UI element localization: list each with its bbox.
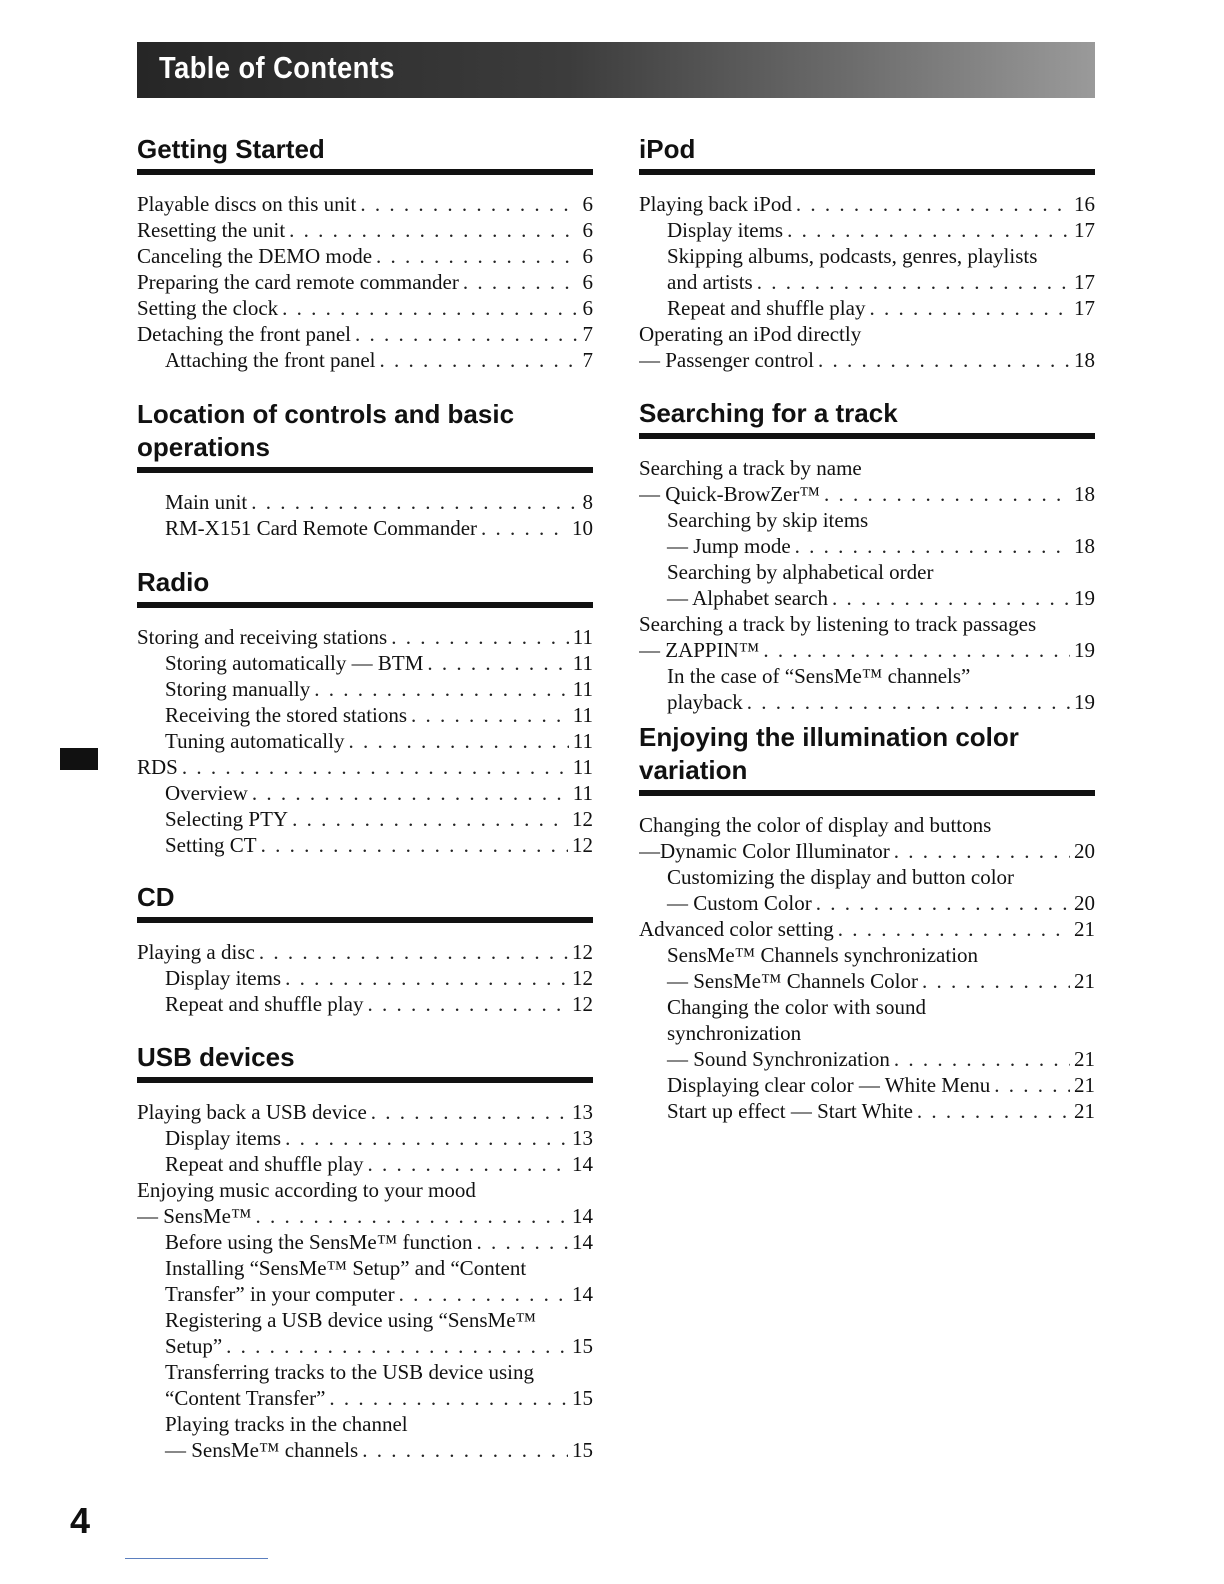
dot-leader bbox=[869, 295, 1070, 321]
entry-text: Setting CT bbox=[165, 833, 257, 857]
entry-text: — Alphabet search bbox=[667, 586, 828, 610]
entry-text: — SensMe™ Channels Color bbox=[667, 969, 918, 993]
entry-text: Display items bbox=[165, 966, 282, 990]
dot-leader bbox=[894, 1046, 1070, 1072]
toc-entry[interactable] bbox=[137, 321, 593, 347]
entry-text: — SensMe™ bbox=[137, 1204, 252, 1228]
entry-text: Searching by alphabetical order bbox=[667, 560, 934, 584]
toc-entry[interactable] bbox=[639, 269, 1095, 295]
entry-page: 6 bbox=[582, 244, 593, 268]
dot-leader bbox=[292, 806, 568, 832]
dot-leader bbox=[380, 347, 579, 373]
entry-text: Storing manually bbox=[165, 677, 311, 701]
toc-entry[interactable] bbox=[639, 864, 1095, 890]
toc-entry[interactable] bbox=[639, 611, 1095, 637]
entry-text: Repeat and shuffle play bbox=[667, 296, 866, 320]
entry-list bbox=[639, 191, 1095, 373]
dot-leader bbox=[371, 1099, 568, 1125]
entry-page: 15 bbox=[572, 1386, 593, 1410]
toc-entry[interactable] bbox=[639, 994, 1095, 1020]
entry-page: 21 bbox=[1074, 917, 1095, 941]
dot-leader bbox=[477, 1229, 568, 1255]
toc-entry[interactable] bbox=[639, 481, 1095, 507]
toc-entry[interactable] bbox=[137, 191, 593, 217]
toc-entry[interactable] bbox=[137, 965, 593, 991]
entry-page: 21 bbox=[1074, 1099, 1095, 1123]
entry-text: — Passenger control bbox=[639, 348, 814, 372]
entry-text: Customizing the display and button color bbox=[667, 865, 1015, 889]
dot-leader bbox=[355, 321, 579, 347]
entry-text: —Dynamic Color Illuminator bbox=[639, 839, 890, 863]
section-title-line: Location of controls and basic bbox=[137, 399, 515, 429]
toc-entry[interactable] bbox=[137, 269, 593, 295]
entry-text: SensMe™ Channels synchronization bbox=[667, 943, 979, 967]
toc-entry[interactable] bbox=[137, 1177, 593, 1203]
entry-text: — Custom Color bbox=[667, 891, 812, 915]
toc-entry[interactable] bbox=[137, 1333, 593, 1359]
entry-page: 6 bbox=[582, 192, 593, 216]
entry-text: — Sound Synchronization bbox=[667, 1047, 890, 1071]
toc-entry[interactable] bbox=[137, 1411, 593, 1437]
entry-page: 10 bbox=[572, 516, 593, 540]
footer-rule bbox=[125, 1558, 268, 1559]
entry-text: — ZAPPIN™ bbox=[639, 638, 760, 662]
entry-text: Searching by skip items bbox=[667, 508, 869, 532]
dot-leader bbox=[787, 217, 1070, 243]
dot-leader bbox=[367, 991, 568, 1017]
dot-leader bbox=[360, 191, 578, 217]
entry-text: Playable discs on this unit bbox=[137, 192, 357, 216]
toc-entry[interactable] bbox=[137, 1151, 593, 1177]
entry-text: Canceling the DEMO mode bbox=[137, 244, 373, 268]
dot-leader bbox=[251, 489, 578, 515]
toc-entry[interactable] bbox=[639, 812, 1095, 838]
entry-text: Setup” bbox=[165, 1334, 223, 1358]
dot-leader bbox=[427, 650, 568, 676]
entry-page: 15 bbox=[572, 1438, 593, 1462]
entry-text: Displaying clear color — White Menu bbox=[667, 1073, 991, 1097]
entry-list bbox=[639, 812, 1095, 1124]
section-rule bbox=[137, 467, 593, 473]
dot-leader bbox=[824, 481, 1070, 507]
entry-page: 13 bbox=[572, 1100, 593, 1124]
dot-leader bbox=[917, 1098, 1070, 1124]
dot-leader bbox=[747, 689, 1070, 715]
entry-page: 19 bbox=[1074, 690, 1095, 714]
section-title-line: Enjoying the illumination color bbox=[639, 722, 1019, 752]
toc-entry[interactable] bbox=[639, 942, 1095, 968]
toc-entry[interactable] bbox=[137, 1385, 593, 1411]
entry-text: Searching a track by name bbox=[639, 456, 862, 480]
toc-banner bbox=[137, 42, 1095, 98]
section-title: Searching for a track bbox=[639, 398, 898, 428]
entry-page: 20 bbox=[1074, 891, 1095, 915]
toc-entry[interactable] bbox=[639, 295, 1095, 321]
entry-text: and artists bbox=[667, 270, 753, 294]
entry-page: 11 bbox=[572, 625, 593, 649]
toc-entry[interactable] bbox=[639, 1046, 1095, 1072]
entry-text: Display items bbox=[667, 218, 784, 242]
dot-leader bbox=[348, 728, 568, 754]
entry-text: RM-X151 Card Remote Commander bbox=[165, 516, 478, 540]
entry-text: RDS bbox=[137, 755, 178, 779]
toc-entry[interactable] bbox=[137, 295, 593, 321]
section-title: Radio bbox=[137, 567, 210, 597]
entry-text: Storing automatically — BTM bbox=[165, 651, 424, 675]
entry-text: Changing the color with sound bbox=[667, 995, 926, 1019]
dot-leader bbox=[259, 939, 568, 965]
chapter-tab-marker bbox=[60, 748, 98, 770]
toc-entry[interactable] bbox=[137, 1307, 593, 1333]
dot-leader bbox=[362, 1437, 568, 1463]
entry-text: Transferring tracks to the USB device using bbox=[165, 1360, 534, 1384]
toc-entry[interactable] bbox=[639, 689, 1095, 715]
entry-text: — SensMe™ channels bbox=[165, 1438, 359, 1462]
toc-entry[interactable] bbox=[639, 838, 1095, 864]
section-usb-devices bbox=[137, 1041, 593, 1463]
dot-leader bbox=[256, 1203, 569, 1229]
entry-text: Installing “SensMe™ Setup” and “Content bbox=[165, 1256, 527, 1280]
toc-entry[interactable] bbox=[639, 1020, 1095, 1046]
entry-list bbox=[137, 489, 593, 541]
entry-text: playback bbox=[667, 690, 743, 714]
section-title-line: operations bbox=[137, 432, 270, 462]
toc-entry[interactable] bbox=[137, 243, 593, 269]
dot-leader bbox=[252, 780, 569, 806]
entry-text: — Quick-BrowZer™ bbox=[639, 482, 820, 506]
entry-page: 14 bbox=[572, 1282, 593, 1306]
toc-entry[interactable] bbox=[137, 1203, 593, 1229]
dot-leader bbox=[329, 1385, 568, 1411]
entry-text: Transfer” in your computer bbox=[165, 1282, 395, 1306]
entry-page: 7 bbox=[582, 348, 593, 372]
entry-page: 19 bbox=[1074, 586, 1095, 610]
toc-entry[interactable] bbox=[639, 585, 1095, 611]
entry-list bbox=[137, 191, 593, 373]
toc-entry[interactable] bbox=[137, 806, 593, 832]
section-location-of-controls bbox=[137, 398, 593, 541]
entry-page: 11 bbox=[572, 755, 593, 779]
entry-page: 11 bbox=[572, 781, 593, 805]
entry-list bbox=[137, 624, 593, 858]
section-rule bbox=[137, 169, 593, 175]
toc-entry[interactable] bbox=[137, 676, 593, 702]
toc-entry[interactable] bbox=[639, 321, 1095, 347]
section-radio bbox=[137, 566, 593, 858]
entry-text: Playing back iPod bbox=[639, 192, 792, 216]
entry-text: Advanced color setting bbox=[639, 917, 834, 941]
toc-entry[interactable] bbox=[639, 243, 1095, 269]
toc-entry[interactable] bbox=[639, 559, 1095, 585]
toc-entry[interactable] bbox=[639, 191, 1095, 217]
toc-entry[interactable] bbox=[639, 968, 1095, 994]
entry-page: 15 bbox=[572, 1334, 593, 1358]
page-number: 4 bbox=[70, 1500, 91, 1541]
toc-title: Table of Contents bbox=[159, 50, 395, 85]
dot-leader bbox=[367, 1151, 568, 1177]
entry-page: 20 bbox=[1074, 839, 1095, 863]
dot-leader bbox=[894, 838, 1070, 864]
toc-entry[interactable] bbox=[639, 455, 1095, 481]
toc-entry[interactable] bbox=[639, 217, 1095, 243]
section-title: CD bbox=[137, 882, 175, 912]
toc-entry[interactable] bbox=[137, 1229, 593, 1255]
entry-page: 18 bbox=[1074, 534, 1095, 558]
dot-leader bbox=[182, 754, 569, 780]
dot-leader bbox=[795, 533, 1070, 559]
toc-entry[interactable] bbox=[137, 1359, 593, 1385]
dot-leader bbox=[289, 217, 578, 243]
entry-list bbox=[137, 1099, 593, 1463]
dot-leader bbox=[376, 243, 578, 269]
dot-leader bbox=[282, 295, 578, 321]
entry-text: Skipping albums, podcasts, genres, playlists bbox=[667, 244, 1038, 268]
entry-page: 17 bbox=[1074, 270, 1095, 294]
section-rule bbox=[137, 602, 593, 608]
entry-page: 12 bbox=[572, 940, 593, 964]
toc-entry[interactable] bbox=[639, 637, 1095, 663]
entry-page: 12 bbox=[572, 966, 593, 990]
entry-text: Receiving the stored stations bbox=[165, 703, 408, 727]
entry-text: Enjoying music according to your mood bbox=[137, 1178, 476, 1202]
dot-leader bbox=[816, 890, 1070, 916]
dot-leader bbox=[285, 965, 568, 991]
toc-entry[interactable] bbox=[639, 890, 1095, 916]
section-rule bbox=[639, 169, 1095, 175]
dot-leader bbox=[391, 624, 569, 650]
entry-page: 6 bbox=[582, 296, 593, 320]
entry-list bbox=[639, 455, 1095, 715]
entry-page: 6 bbox=[582, 270, 593, 294]
entry-page: 11 bbox=[572, 703, 593, 727]
entry-page: 21 bbox=[1074, 969, 1095, 993]
dot-leader bbox=[796, 191, 1070, 217]
entry-text: “Content Transfer” bbox=[165, 1386, 326, 1410]
dot-leader bbox=[481, 515, 568, 541]
section-title bbox=[137, 398, 593, 464]
entry-page: 14 bbox=[572, 1230, 593, 1254]
dot-leader bbox=[411, 702, 569, 728]
toc-entry[interactable] bbox=[137, 650, 593, 676]
dot-leader bbox=[399, 1281, 568, 1307]
toc-entry[interactable] bbox=[137, 1255, 593, 1281]
entry-page: 11 bbox=[572, 651, 593, 675]
toc-entry[interactable] bbox=[137, 515, 593, 541]
entry-page: 19 bbox=[1074, 638, 1095, 662]
entry-page: 18 bbox=[1074, 482, 1095, 506]
section-illumination-color bbox=[639, 721, 1095, 1124]
toc-entry[interactable] bbox=[137, 728, 593, 754]
section-ipod bbox=[639, 133, 1095, 373]
dot-leader bbox=[757, 269, 1070, 295]
toc-entry[interactable] bbox=[639, 916, 1095, 942]
dot-leader bbox=[463, 269, 579, 295]
toc-entry[interactable] bbox=[137, 1437, 593, 1463]
toc-entry[interactable] bbox=[137, 780, 593, 806]
entry-page: 11 bbox=[572, 729, 593, 753]
section-title-line: variation bbox=[639, 755, 748, 785]
entry-page: 11 bbox=[572, 677, 593, 701]
section-rule bbox=[137, 1077, 593, 1083]
toc-entry[interactable] bbox=[137, 1099, 593, 1125]
entry-page: 18 bbox=[1074, 348, 1095, 372]
entry-text: Playing a disc bbox=[137, 940, 255, 964]
entry-text: Setting the clock bbox=[137, 296, 279, 320]
toc-entry[interactable] bbox=[137, 624, 593, 650]
entry-page: 21 bbox=[1074, 1073, 1095, 1097]
dot-leader bbox=[763, 637, 1070, 663]
dot-leader bbox=[226, 1333, 568, 1359]
entry-text: Playing tracks in the channel bbox=[165, 1412, 408, 1436]
entry-page: 12 bbox=[572, 807, 593, 831]
entry-page: 14 bbox=[572, 1152, 593, 1176]
toc-entry[interactable] bbox=[137, 1281, 593, 1307]
entry-text: Repeat and shuffle play bbox=[165, 1152, 364, 1176]
toc-entry[interactable] bbox=[137, 347, 593, 373]
section-title: Getting Started bbox=[137, 134, 325, 164]
section-searching-for-a-track bbox=[639, 397, 1095, 715]
entry-text: Storing and receiving stations bbox=[137, 625, 388, 649]
entry-page: 17 bbox=[1074, 296, 1095, 320]
toc-entry[interactable] bbox=[137, 939, 593, 965]
entry-text: Before using the SensMe™ function bbox=[165, 1230, 473, 1254]
toc-entry[interactable] bbox=[137, 217, 593, 243]
entry-list bbox=[137, 939, 593, 1017]
entry-text: Playing back a USB device bbox=[137, 1100, 367, 1124]
dot-leader bbox=[261, 832, 568, 858]
dot-leader bbox=[922, 968, 1070, 994]
toc-entry[interactable] bbox=[137, 832, 593, 858]
section-title: USB devices bbox=[137, 1042, 295, 1072]
toc-entry[interactable] bbox=[137, 702, 593, 728]
dot-leader bbox=[285, 1125, 568, 1151]
entry-text: Attaching the front panel bbox=[165, 348, 376, 372]
entry-page: 14 bbox=[572, 1204, 593, 1228]
entry-page: 17 bbox=[1074, 218, 1095, 242]
toc-entry[interactable] bbox=[639, 1072, 1095, 1098]
entry-text: Selecting PTY bbox=[165, 807, 289, 831]
entry-text: Operating an iPod directly bbox=[639, 322, 862, 346]
toc-entry[interactable] bbox=[137, 489, 593, 515]
toc-entry[interactable] bbox=[639, 1098, 1095, 1124]
entry-text: Main unit bbox=[165, 490, 248, 514]
entry-page: 8 bbox=[582, 490, 593, 514]
entry-text: Registering a USB device using “SensMe™ bbox=[165, 1308, 537, 1332]
entry-page: 21 bbox=[1074, 1047, 1095, 1071]
entry-text: Start up effect — Start White bbox=[667, 1099, 913, 1123]
toc-entry[interactable] bbox=[137, 754, 593, 780]
dot-leader bbox=[818, 347, 1070, 373]
section-getting-started bbox=[137, 133, 593, 373]
entry-page: 12 bbox=[572, 992, 593, 1016]
section-rule bbox=[137, 917, 593, 923]
entry-text: Repeat and shuffle play bbox=[165, 992, 364, 1016]
section-title bbox=[639, 721, 1095, 787]
entry-text: Display items bbox=[165, 1126, 282, 1150]
entry-text: In the case of “SensMe™ channels” bbox=[667, 664, 971, 688]
section-cd bbox=[137, 881, 593, 1017]
toc-entry[interactable] bbox=[639, 347, 1095, 373]
entry-text: Preparing the card remote commander bbox=[137, 270, 459, 294]
entry-page: 16 bbox=[1074, 192, 1095, 216]
entry-text: Tuning automatically bbox=[165, 729, 345, 753]
entry-page: 12 bbox=[572, 833, 593, 857]
toc-entry[interactable] bbox=[137, 1125, 593, 1151]
toc-entry[interactable] bbox=[639, 663, 1095, 689]
toc-entry[interactable] bbox=[639, 533, 1095, 559]
toc-entry[interactable] bbox=[639, 507, 1095, 533]
entry-page: 13 bbox=[572, 1126, 593, 1150]
toc-entry[interactable] bbox=[137, 991, 593, 1017]
entry-text: synchronization bbox=[667, 1021, 802, 1045]
entry-text: Detaching the front panel bbox=[137, 322, 351, 346]
entry-text: — Jump mode bbox=[667, 534, 791, 558]
section-title: iPod bbox=[639, 134, 696, 164]
entry-text: Overview bbox=[165, 781, 248, 805]
entry-page: 6 bbox=[582, 218, 593, 242]
dot-leader bbox=[838, 916, 1070, 942]
entry-text: Changing the color of display and buttons bbox=[639, 813, 992, 837]
entry-text: Resetting the unit bbox=[137, 218, 286, 242]
entry-text: Searching a track by listening to track passages bbox=[639, 612, 1037, 636]
section-rule bbox=[639, 790, 1095, 796]
entry-page: 7 bbox=[582, 322, 593, 346]
dot-leader bbox=[314, 676, 569, 702]
section-rule bbox=[639, 433, 1095, 439]
dot-leader bbox=[994, 1072, 1070, 1098]
dot-leader bbox=[832, 585, 1070, 611]
